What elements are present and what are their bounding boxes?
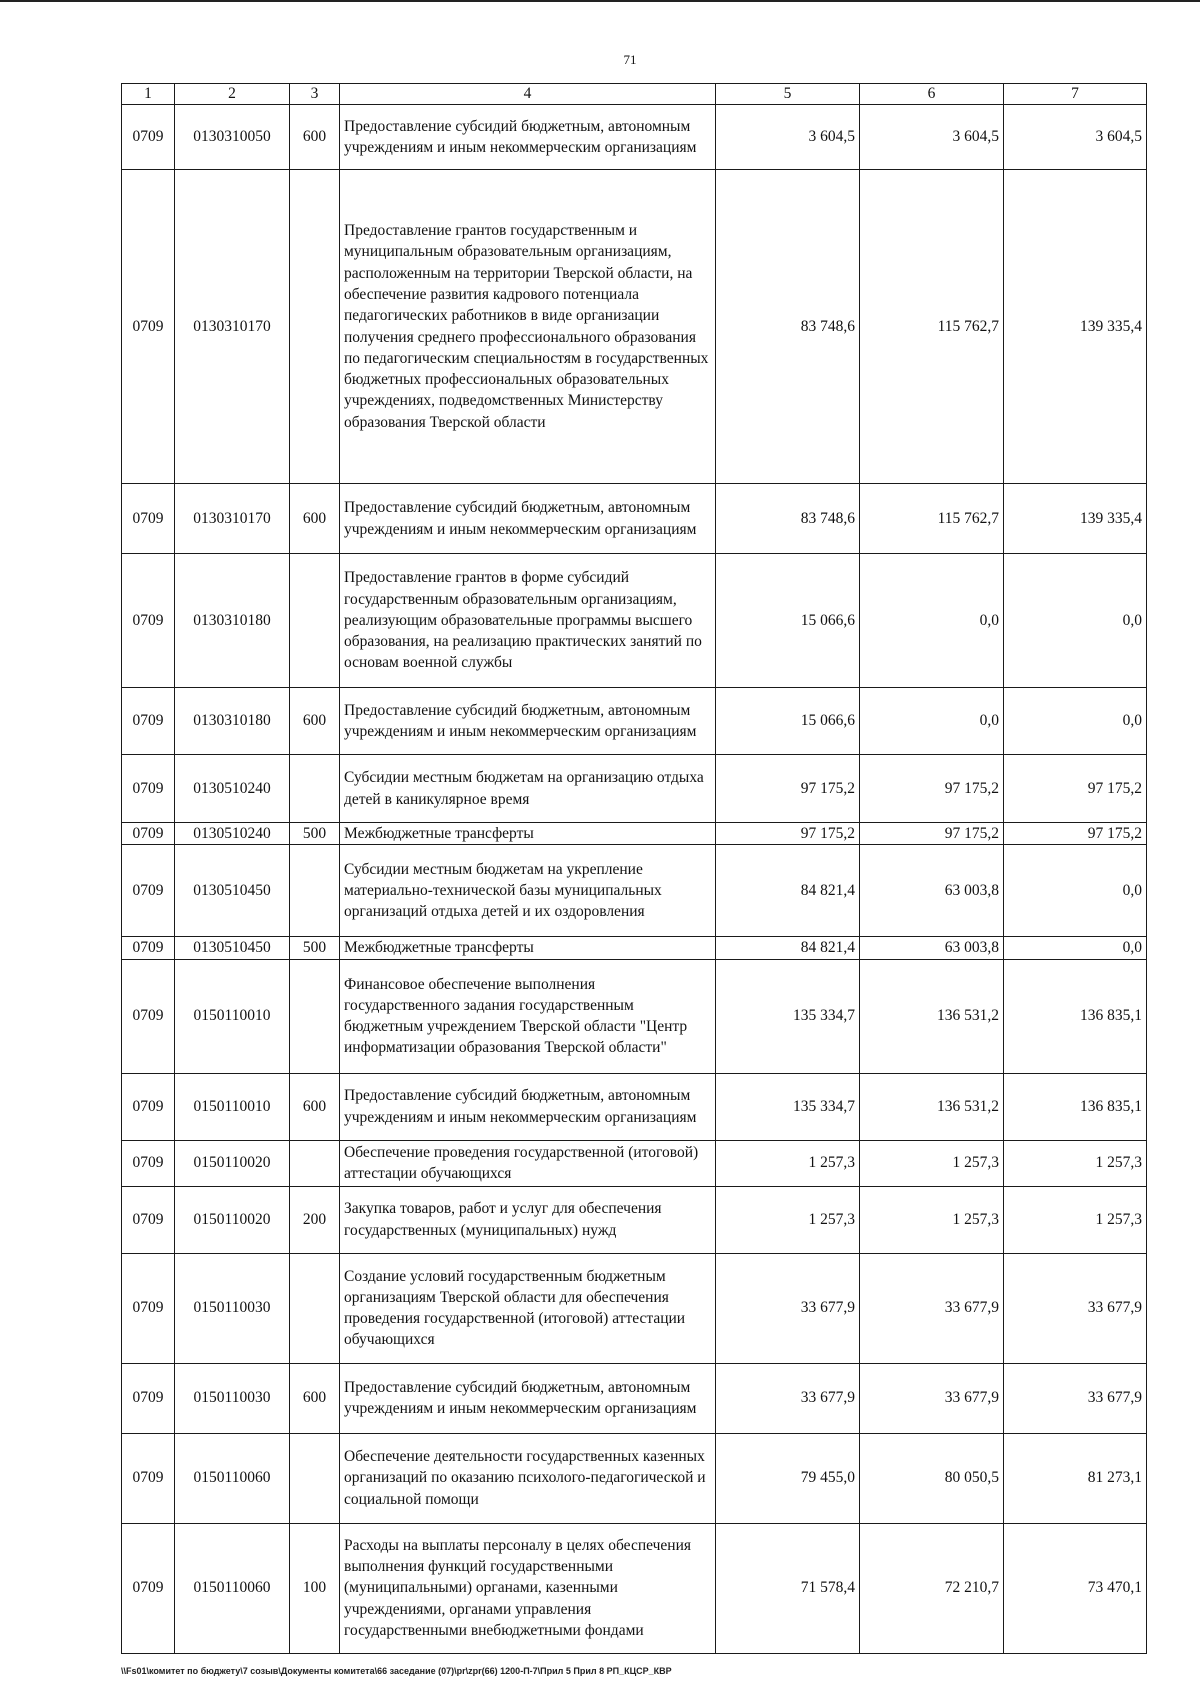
amount-col6: 115 762,7 bbox=[860, 170, 1004, 484]
amount-col5: 15 066,6 bbox=[716, 688, 860, 755]
section-code: 0709 bbox=[122, 1433, 175, 1523]
target-code: 0130310180 bbox=[175, 688, 290, 755]
amount-col6: 0,0 bbox=[860, 688, 1004, 755]
expense-type-code: 600 bbox=[290, 1073, 340, 1140]
table-row bbox=[122, 823, 1147, 845]
amount-col7: 33 677,9 bbox=[1004, 1363, 1147, 1433]
expense-type-code: 100 bbox=[290, 1523, 340, 1653]
item-name: Предоставление субсидий бюджетным, автономным учреждениям и иным некоммерческим организациям bbox=[340, 105, 716, 170]
table-row bbox=[122, 1253, 1147, 1363]
section-code: 0709 bbox=[122, 823, 175, 845]
section-code: 0709 bbox=[122, 105, 175, 170]
amount-col5: 1 257,3 bbox=[716, 1186, 860, 1253]
header-cell: 2 bbox=[175, 84, 290, 105]
target-code: 0150110030 bbox=[175, 1363, 290, 1433]
amount-col5: 33 677,9 bbox=[716, 1363, 860, 1433]
amount-col7: 136 835,1 bbox=[1004, 1073, 1147, 1140]
amount-col5: 15 066,6 bbox=[716, 554, 860, 688]
target-code: 0150110060 bbox=[175, 1523, 290, 1653]
header-row bbox=[122, 84, 1147, 105]
amount-col5: 84 821,4 bbox=[716, 937, 860, 959]
expense-type-code bbox=[290, 170, 340, 484]
page-number: 71 bbox=[623, 52, 637, 67]
amount-col7: 81 273,1 bbox=[1004, 1433, 1147, 1523]
header-cell: 1 bbox=[122, 84, 175, 105]
header-cell: 5 bbox=[716, 84, 860, 105]
expense-type-code bbox=[290, 1140, 340, 1186]
item-name: Обеспечение деятельности государственных казенных организаций по оказанию психолого-педагогической и социальной помощи bbox=[340, 1433, 716, 1523]
item-name: Предоставление субсидий бюджетным, автономным учреждениям и иным некоммерческим организациям bbox=[340, 688, 716, 755]
table-row bbox=[122, 484, 1147, 554]
section-code: 0709 bbox=[122, 1073, 175, 1140]
amount-col5: 135 334,7 bbox=[716, 1073, 860, 1140]
section-code: 0709 bbox=[122, 1523, 175, 1653]
amount-col5: 135 334,7 bbox=[716, 959, 860, 1073]
amount-col6: 136 531,2 bbox=[860, 959, 1004, 1073]
expense-type-code: 500 bbox=[290, 823, 340, 845]
table-row bbox=[122, 959, 1147, 1073]
amount-col6: 63 003,8 bbox=[860, 845, 1004, 937]
table-row bbox=[122, 554, 1147, 688]
amount-col5: 83 748,6 bbox=[716, 484, 860, 554]
section-code: 0709 bbox=[122, 1140, 175, 1186]
amount-col5: 71 578,4 bbox=[716, 1523, 860, 1653]
table-row bbox=[122, 1186, 1147, 1253]
header-cell: 4 bbox=[340, 84, 716, 105]
amount-col5: 84 821,4 bbox=[716, 845, 860, 937]
target-code: 0150110020 bbox=[175, 1186, 290, 1253]
amount-col5: 97 175,2 bbox=[716, 755, 860, 823]
amount-col6: 97 175,2 bbox=[860, 755, 1004, 823]
amount-col6: 97 175,2 bbox=[860, 823, 1004, 845]
amount-col6: 0,0 bbox=[860, 554, 1004, 688]
section-code: 0709 bbox=[122, 1253, 175, 1363]
section-code: 0709 bbox=[122, 1363, 175, 1433]
item-name: Межбюджетные трансферты bbox=[340, 823, 716, 845]
amount-col6: 1 257,3 bbox=[860, 1186, 1004, 1253]
expense-type-code bbox=[290, 1433, 340, 1523]
table-row bbox=[122, 1073, 1147, 1140]
page-top-border bbox=[0, 0, 1200, 2]
expense-type-code: 500 bbox=[290, 937, 340, 959]
amount-col7: 33 677,9 bbox=[1004, 1253, 1147, 1363]
expense-type-code bbox=[290, 959, 340, 1073]
expense-type-code bbox=[290, 755, 340, 823]
header-cell: 7 bbox=[1004, 84, 1147, 105]
item-name: Предоставление субсидий бюджетным, автономным учреждениям и иным некоммерческим организациям bbox=[340, 1073, 716, 1140]
amount-col7: 1 257,3 bbox=[1004, 1186, 1147, 1253]
item-name: Расходы на выплаты персоналу в целях обеспечения выполнения функций государственными (муниципальными) органами, казенными учреждениями, органами управления государственными внебюджетными фондами bbox=[340, 1523, 716, 1653]
target-code: 0130510240 bbox=[175, 823, 290, 845]
expense-type-code: 600 bbox=[290, 688, 340, 755]
expense-type-code bbox=[290, 554, 340, 688]
target-code: 0150110030 bbox=[175, 1253, 290, 1363]
section-code: 0709 bbox=[122, 959, 175, 1073]
amount-col5: 3 604,5 bbox=[716, 105, 860, 170]
expense-type-code bbox=[290, 1253, 340, 1363]
item-name: Предоставление грантов государственным и муниципальным образовательным организациям, расположенным на территории Тверской области, на обеспечение развития кадрового потенциала педагогических работников в виде организации получения среднего профессионального образования по педагогическим специальностям в государственных бюджетных профессиональных образовательных учреждениях, подведомственных Министерству образования Тверской области bbox=[340, 170, 716, 484]
amount-col6: 115 762,7 bbox=[860, 484, 1004, 554]
amount-col7: 136 835,1 bbox=[1004, 959, 1147, 1073]
target-code: 0130310050 bbox=[175, 105, 290, 170]
amount-col6: 80 050,5 bbox=[860, 1433, 1004, 1523]
expense-type-code bbox=[290, 845, 340, 937]
table-row bbox=[122, 1140, 1147, 1186]
amount-col7: 139 335,4 bbox=[1004, 484, 1147, 554]
target-code: 0130310180 bbox=[175, 554, 290, 688]
table-row bbox=[122, 845, 1147, 937]
section-code: 0709 bbox=[122, 845, 175, 937]
item-name: Создание условий государственным бюджетным организациям Тверской области для обеспечения проведения государственной (итоговой) аттестации обучающихся bbox=[340, 1253, 716, 1363]
target-code: 0130510450 bbox=[175, 937, 290, 959]
expense-type-code: 600 bbox=[290, 1363, 340, 1433]
amount-col6: 136 531,2 bbox=[860, 1073, 1004, 1140]
section-code: 0709 bbox=[122, 937, 175, 959]
amount-col6: 33 677,9 bbox=[860, 1363, 1004, 1433]
target-code: 0150110010 bbox=[175, 1073, 290, 1140]
amount-col5: 1 257,3 bbox=[716, 1140, 860, 1186]
amount-col7: 3 604,5 bbox=[1004, 105, 1147, 170]
section-code: 0709 bbox=[122, 554, 175, 688]
amount-col5: 79 455,0 bbox=[716, 1433, 860, 1523]
table-row bbox=[122, 755, 1147, 823]
section-code: 0709 bbox=[122, 484, 175, 554]
amount-col6: 63 003,8 bbox=[860, 937, 1004, 959]
amount-col5: 83 748,6 bbox=[716, 170, 860, 484]
target-code: 0130310170 bbox=[175, 484, 290, 554]
amount-col7: 97 175,2 bbox=[1004, 823, 1147, 845]
section-code: 0709 bbox=[122, 170, 175, 484]
target-code: 0130310170 bbox=[175, 170, 290, 484]
table-row bbox=[122, 937, 1147, 959]
item-name: Предоставление субсидий бюджетным, автономным учреждениям и иным некоммерческим организациям bbox=[340, 1363, 716, 1433]
header-cell: 6 bbox=[860, 84, 1004, 105]
file-path-footer: \\Fs01\комитет по бюджету\7 созыв\Документы комитета\66 заседание (07)\pr\zpr(66) 1200-П-7\Прил 5 Прил 8 РП_КЦСР_КВР bbox=[121, 1666, 672, 1676]
item-name: Субсидии местным бюджетам на организацию отдыха детей в каникулярное время bbox=[340, 755, 716, 823]
amount-col6: 72 210,7 bbox=[860, 1523, 1004, 1653]
table-row bbox=[122, 1363, 1147, 1433]
section-code: 0709 bbox=[122, 688, 175, 755]
amount-col7: 0,0 bbox=[1004, 845, 1147, 937]
item-name: Закупка товаров, работ и услуг для обеспечения государственных (муниципальных) нужд bbox=[340, 1186, 716, 1253]
table-row bbox=[122, 1523, 1147, 1653]
budget-table bbox=[121, 83, 1147, 1654]
header-cell: 3 bbox=[290, 84, 340, 105]
target-code: 0150110060 bbox=[175, 1433, 290, 1523]
section-code: 0709 bbox=[122, 755, 175, 823]
table-row bbox=[122, 1433, 1147, 1523]
item-name: Межбюджетные трансферты bbox=[340, 937, 716, 959]
expense-type-code: 200 bbox=[290, 1186, 340, 1253]
item-name: Предоставление грантов в форме субсидий государственным образовательным организациям, реализующим образовательные программы высшего образования, на реализацию практических занятий по основам военной службы bbox=[340, 554, 716, 688]
expense-type-code: 600 bbox=[290, 105, 340, 170]
expense-type-code: 600 bbox=[290, 484, 340, 554]
target-code: 0130510450 bbox=[175, 845, 290, 937]
section-code: 0709 bbox=[122, 1186, 175, 1253]
table-row bbox=[122, 688, 1147, 755]
amount-col7: 0,0 bbox=[1004, 554, 1147, 688]
target-code: 0150110020 bbox=[175, 1140, 290, 1186]
target-code: 0150110010 bbox=[175, 959, 290, 1073]
table-row bbox=[122, 170, 1147, 484]
item-name: Предоставление субсидий бюджетным, автономным учреждениям и иным некоммерческим организациям bbox=[340, 484, 716, 554]
amount-col7: 139 335,4 bbox=[1004, 170, 1147, 484]
item-name: Финансовое обеспечение выполнения государственного задания государственным бюджетным учреждением Тверской области "Центр информатизации образования Тверской области" bbox=[340, 959, 716, 1073]
amount-col7: 97 175,2 bbox=[1004, 755, 1147, 823]
amount-col7: 1 257,3 bbox=[1004, 1140, 1147, 1186]
amount-col6: 3 604,5 bbox=[860, 105, 1004, 170]
amount-col5: 33 677,9 bbox=[716, 1253, 860, 1363]
target-code: 0130510240 bbox=[175, 755, 290, 823]
amount-col6: 1 257,3 bbox=[860, 1140, 1004, 1186]
amount-col5: 97 175,2 bbox=[716, 823, 860, 845]
table-row bbox=[122, 105, 1147, 170]
amount-col7: 0,0 bbox=[1004, 688, 1147, 755]
amount-col6: 33 677,9 bbox=[860, 1253, 1004, 1363]
amount-col7: 73 470,1 bbox=[1004, 1523, 1147, 1653]
amount-col7: 0,0 bbox=[1004, 937, 1147, 959]
item-name: Обеспечение проведения государственной (итоговой) аттестации обучающихся bbox=[340, 1140, 716, 1186]
item-name: Субсидии местным бюджетам на укрепление материально-технической базы муниципальных организаций отдыха детей и их оздоровления bbox=[340, 845, 716, 937]
